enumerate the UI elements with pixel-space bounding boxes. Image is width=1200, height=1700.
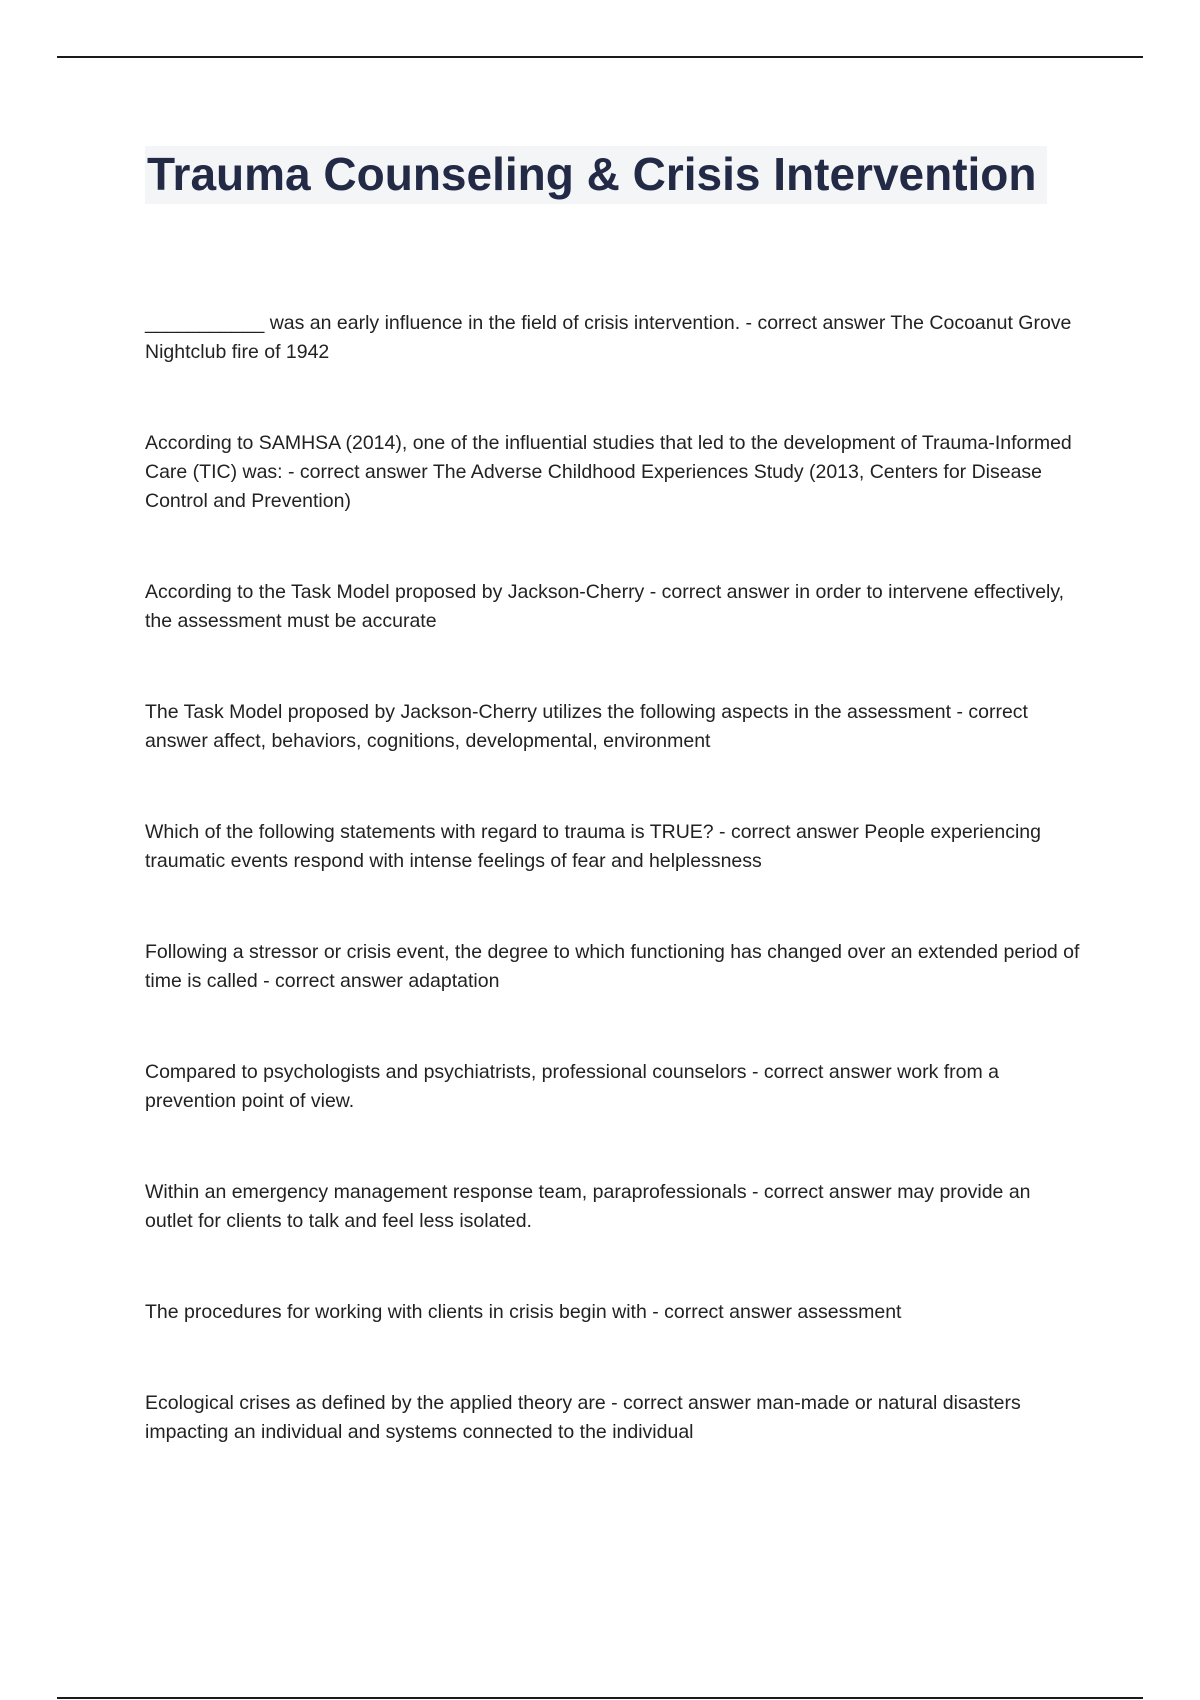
qa-item: The Task Model proposed by Jackson-Cherry utilizes the following aspects in the assessment - correct answer affect, behaviors, cognitions, developmental, environment [145, 700, 1028, 752]
qa-item: According to the Task Model proposed by Jackson-Cherry - correct answer in order to intervene effectively, the assessment must be accurate [145, 580, 1065, 632]
qa-item: The procedures for working with clients in crisis begin with - correct answer assessment [145, 1300, 902, 1323]
title-highlight [145, 146, 1047, 204]
qa-item: Ecological crises as defined by the applied theory are - correct answer man-made or natural disasters impacting an individual and systems connected to the individual [145, 1391, 1021, 1443]
bottom-rule [57, 1697, 1143, 1699]
document-title: Trauma Counseling & Crisis Intervention [147, 148, 1037, 200]
qa-item: Compared to psychologists and psychiatrists, professional counselors - correct answer work from a prevention point of view. [145, 1060, 1000, 1112]
top-rule [57, 56, 1143, 58]
qa-list [145, 289, 1080, 1509]
qa-item: Following a stressor or crisis event, the degree to which functioning has changed over an extended period of time is called - correct answer adaptation [145, 940, 1080, 992]
qa-item: Which of the following statements with regard to trauma is TRUE? - correct answer People experiencing traumatic events respond with intense feelings of fear and helplessness [145, 820, 1041, 872]
qa-item: ___________ was an early influence in the field of crisis intervention. - correct answer The Cocoanut Grove Nightclub fire of 1942 [145, 311, 1072, 363]
qa-item: According to SAMHSA (2014), one of the influential studies that led to the development of Trauma-Informed Care (TIC) was: - correct answer The Adverse Childhood Experiences Study (2013, Centers for Disease Control and Prevention) [145, 431, 1072, 512]
qa-item: Within an emergency management response team, paraprofessionals - correct answer may provide an outlet for clients to talk and feel less isolated. [145, 1180, 1031, 1232]
